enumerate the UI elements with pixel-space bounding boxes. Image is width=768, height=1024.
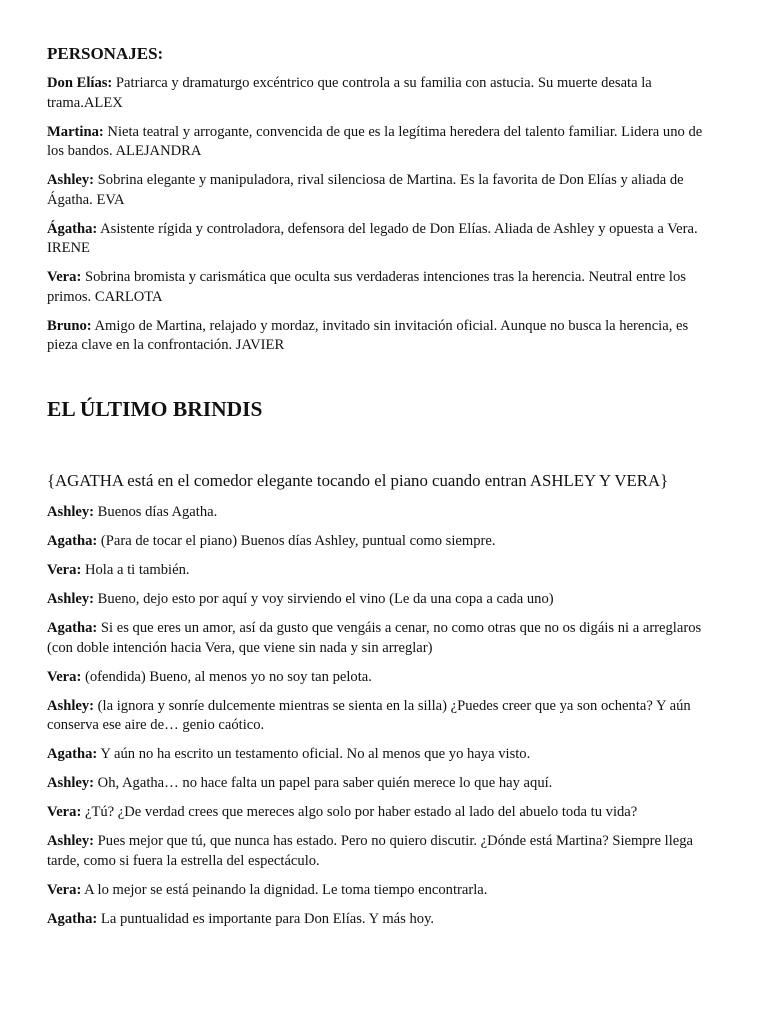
speaker-name: Ashley: [47,591,95,607]
speaker-name: Vera: [47,881,82,898]
dialogue-line [47,561,717,581]
character-entry [47,268,717,307]
character-description: Asistente rígida y controladora, defensora del legado de Don Elías. Aliada de Ashley y opuesta a Vera. IRENE [47,220,698,256]
dialogue-line [47,619,717,658]
character-name: Ashley: [47,172,95,188]
speaker-name: Agatha: [47,533,98,549]
dialogue-text: Hola a ti también. [81,562,190,578]
dialogue-line [47,745,717,765]
dialogue-line [47,697,717,736]
dialogue-text: (la ignora y sonríe dulcemente mientras se sienta en la silla) ¿Puedes creer que ya son ochenta? Y aún conserva ese aire de… genio caótico. [47,697,691,733]
character-description: Sobrina elegante y manipuladora, rival silenciosa de Martina. Es la favorita de Don Elías y aliada de Ágatha. EVA [47,172,684,208]
play-title: EL ÚLTIMO BRINDIS [47,397,263,421]
dialogue-line [47,668,717,688]
characters-list [47,74,717,365]
dialogue-text: Si es que eres un amor, así da gusto que vengáis a cenar, no como otras que no os digáis ni a arreglaros (con doble intención hacia Vera, que viene sin nada y sin arreglar) [47,620,702,656]
dialogue-text: La puntualidad es importante para Don Elías. Y más hoy. [97,910,435,927]
dialogue-text: Buenos días Agatha. [94,504,218,520]
characters-heading: PERSONAJES: [47,44,164,63]
character-entry [47,220,717,259]
dialogue-line [47,503,717,523]
character-description: Sobrina bromista y carismática que oculta sus verdaderas intenciones tras la herencia. Neutral entre los primos. CARLOTA [47,269,686,305]
character-entry [47,171,717,210]
character-description: Patriarca y dramaturgo excéntrico que controla a su familia con astucia. Su muerte desata la trama.ALEX [47,75,652,111]
character-name: Ágatha: [47,220,98,237]
speaker-name: Ashley: [47,697,95,714]
dialogue-text: ¿Tú? ¿De verdad crees que mereces algo solo por haber estado al lado del abuelo toda tu vida? [81,804,638,820]
speaker-name: Ashley: [47,833,95,849]
dialogue-line [47,774,717,794]
dialogue-text: Oh, Agatha… no hace falta un papel para saber quién merece lo que hay aquí. [94,775,553,791]
character-description: Nieta teatral y arrogante, convencida de que es la legítima heredera del talento familiar. Lidera uno de los bandos. ALEJANDRA [47,123,703,159]
speaker-name: Agatha: [47,620,98,636]
dialogue-line [47,590,717,610]
character-entry [47,74,717,113]
speaker-name: Ashley: [47,775,95,791]
speaker-name: Vera: [47,562,82,578]
dialogue-text: A lo mejor se está peinando la dignidad. Le toma tiempo encontrarla. [81,881,488,898]
character-entry [47,317,717,356]
dialogue-line [47,803,717,823]
speaker-name: Vera: [47,668,82,685]
speaker-name: Agatha: [47,910,98,927]
character-description: Amigo de Martina, relajado y mordaz, invitado sin invitación oficial. Aunque no busca la herencia, es pieza clave en la confrontación. JAVIER [47,317,689,353]
dialogue-text: (ofendida) Bueno, al menos yo no soy tan pelota. [81,668,372,685]
dialogue-line [47,832,717,871]
dialogue-text: Y aún no ha escrito un testamento oficial. No al menos que yo haya visto. [97,746,531,762]
dialogue-text: Pues mejor que tú, que nunca has estado. Pero no quiero discutir. ¿Dónde está Martina? Siempre llega tarde, como si fuera la estrella del espectáculo. [47,833,694,869]
character-entry [47,123,717,162]
character-name: Martina: [47,123,104,140]
dialogue-text: Bueno, dejo esto por aquí y voy sirviendo el vino (Le da una copa a cada uno) [94,591,554,607]
speaker-name: Agatha: [47,746,98,762]
stage-direction: {AGATHA está en el comedor elegante tocando el piano cuando entran ASHLEY Y VERA} [47,471,669,490]
character-name: Don Elías: [47,75,113,91]
speaker-name: Vera: [47,804,82,820]
dialogue-text: (Para de tocar el piano) Buenos días Ashley, puntual como siempre. [97,533,496,549]
dialogue-line [47,532,717,552]
dialogue-line [47,910,717,930]
character-name: Bruno: [47,317,92,334]
dialogue-line [47,881,717,901]
speaker-name: Ashley: [47,504,95,520]
character-name: Vera: [47,269,82,285]
dialogue-list [47,503,717,939]
